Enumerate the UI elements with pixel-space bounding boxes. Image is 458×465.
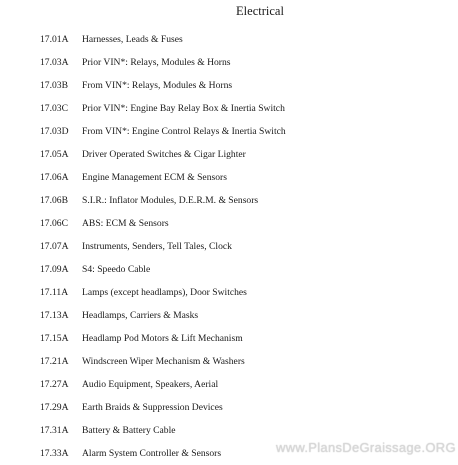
section-label: Harnesses, Leads & Fuses xyxy=(82,34,183,45)
section-row xyxy=(40,419,438,442)
section-code: 17.29A xyxy=(40,402,69,413)
section-row xyxy=(40,327,438,350)
section-code: 17.06A xyxy=(40,172,69,183)
section-code: 17.27A xyxy=(40,379,69,390)
section-code: 17.13A xyxy=(40,310,69,321)
section-label: S4: Speedo Cable xyxy=(82,264,151,275)
section-label: Windscreen Wiper Mechanism & Washers xyxy=(82,356,245,367)
section-code: 17.06C xyxy=(40,218,68,229)
section-label: Alarm System Controller & Sensors xyxy=(82,448,222,459)
section-label: Audio Equipment, Speakers, Aerial xyxy=(82,379,219,390)
section-row xyxy=(40,74,438,97)
section-label: From VIN*: Engine Control Relays & Inertia Switch xyxy=(82,126,286,137)
section-row xyxy=(40,212,438,235)
section-label: Battery & Battery Cable xyxy=(82,425,176,436)
section-code: 17.33A xyxy=(40,448,69,459)
section-label: Driver Operated Switches & Cigar Lighter xyxy=(82,149,246,160)
section-row xyxy=(40,189,438,212)
section-label: S.I.R.: Inflator Modules, D.E.R.M. & Sensors xyxy=(82,195,259,206)
section-row xyxy=(40,166,438,189)
section-label: Prior VIN*: Engine Bay Relay Box & Inertia Switch xyxy=(82,103,285,114)
section-code: 17.15A xyxy=(40,333,69,344)
section-label: Earth Braids & Suppression Devices xyxy=(82,402,223,413)
section-label: ABS: ECM & Sensors xyxy=(82,218,169,229)
section-label: Lamps (except headlamps), Door Switches xyxy=(82,287,247,298)
section-row xyxy=(40,143,438,166)
section-row xyxy=(40,350,438,373)
section-row xyxy=(40,235,438,258)
watermark: www.PlansDeGraissage.ORG xyxy=(276,440,456,455)
section-code: 17.03B xyxy=(40,80,68,91)
section-row xyxy=(40,281,438,304)
section-code: 17.11A xyxy=(40,287,69,298)
section-code: 17.09A xyxy=(40,264,69,275)
section-label: From VIN*: Relays, Modules & Horns xyxy=(82,80,233,91)
section-code: 17.03C xyxy=(40,103,68,114)
section-code: 17.31A xyxy=(40,425,69,436)
section-row xyxy=(40,28,438,51)
section-row xyxy=(40,258,438,281)
section-row xyxy=(40,120,438,143)
section-row xyxy=(40,51,438,74)
section-label: Instruments, Senders, Tell Tales, Clock xyxy=(82,241,232,252)
section-code: 17.07A xyxy=(40,241,69,252)
section-row xyxy=(40,97,438,120)
section-label: Headlamps, Carriers & Masks xyxy=(82,310,199,321)
section-row xyxy=(40,373,438,396)
section-label: Engine Management ECM & Sensors xyxy=(82,172,227,183)
section-code: 17.06B xyxy=(40,195,68,206)
section-list xyxy=(40,28,438,465)
section-row xyxy=(40,304,438,327)
section-row xyxy=(40,396,438,419)
section-code: 17.03D xyxy=(40,126,69,137)
section-label: Headlamp Pod Motors & Lift Mechanism xyxy=(82,333,243,344)
section-label: Prior VIN*: Relays, Modules & Horns xyxy=(82,57,231,68)
section-code: 17.05A xyxy=(40,149,69,160)
page-title: Electrical xyxy=(236,4,284,18)
section-code: 17.03A xyxy=(40,57,69,68)
section-code: 17.01A xyxy=(40,34,69,45)
section-code: 17.21A xyxy=(40,356,69,367)
